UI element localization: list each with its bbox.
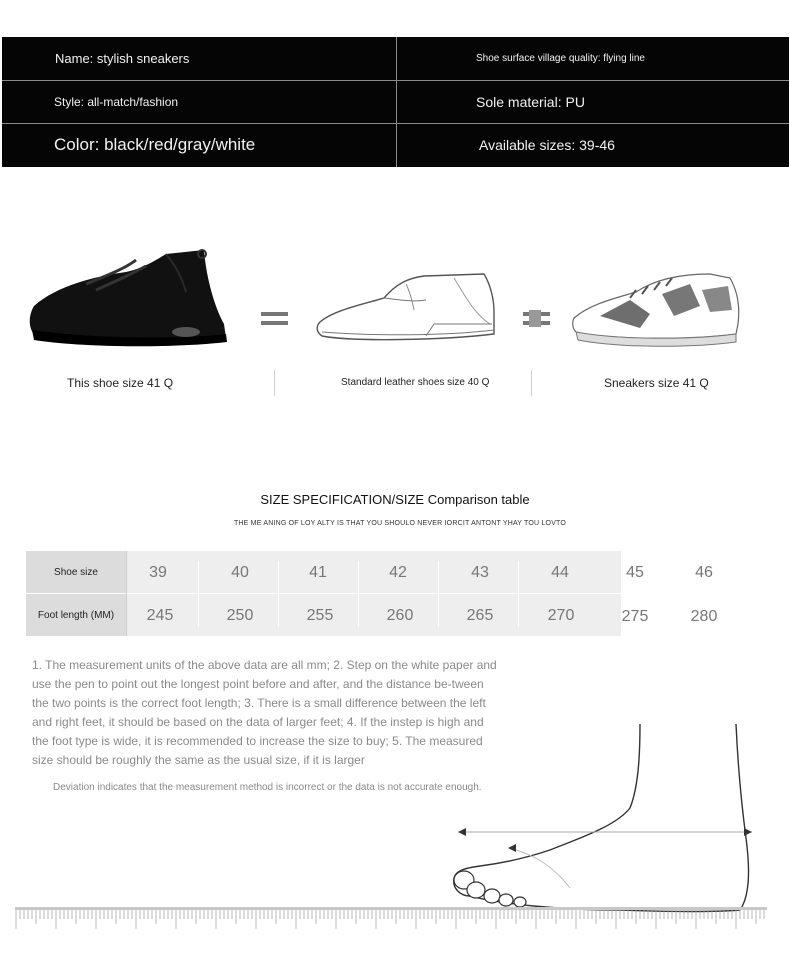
deviation-note: Deviation indicates that the measurement method is incorrect or the data is not accurate enough. [53,782,482,793]
foot-length-cell: 255 [306,607,334,624]
not-equal-icon [523,310,551,328]
size-table-title: SIZE SPECIFICATION/SIZE Comparison table [260,492,530,507]
column-divider [126,551,127,636]
sneakers-caption: Sneakers size 41 Q [604,376,709,390]
shoe-size-cell: 45 [626,564,644,581]
shoe-size-cell: 46 [695,564,713,581]
shoe-size-cell: 42 [389,564,407,581]
spec-style: Style: all-match/fashion [54,94,179,109]
column-divider [198,561,199,627]
shoe-size-cell: 40 [231,564,249,581]
column-divider [518,561,519,627]
foot-length-cell: 245 [146,607,174,624]
shoe-size-cell: 41 [309,564,327,581]
running-sneaker-image [570,270,742,350]
caption-divider [531,370,532,396]
foot-length-cell: 270 [547,607,575,624]
foot-length-cell: 265 [466,607,494,624]
foot-length-cell: 250 [226,607,254,624]
measurement-instructions: 1. The measurement units of the above data are all mm; 2. Step on the white paper and use the pen to point out the longest point before and after, and the distance be-tween the two points is the correct foot length; 3. There is a small difference between the left and right feet, it should be based on the data of larger feet; 4. If the instep is high and the foot type is wide, it is recommended to increase the size to buy; 5. The measured size should be roughly the same as the usual size, if it is larger [32,658,497,767]
leather-shoe-caption: Standard leather shoes size 40 Q [341,377,490,388]
product-spec-table [2,37,789,167]
column-divider [358,561,359,627]
column-divider [438,561,439,627]
sock-sneaker-image [26,246,232,350]
spec-sole: Sole material: PU [476,93,585,110]
foot-measurement-illustration [440,718,770,918]
caption-divider [274,370,275,396]
column-divider [278,561,279,627]
spec-surface: Shoe surface village quality: flying line [476,53,645,64]
shoe-size-cell: 39 [149,564,167,581]
foot-length-cell: 275 [621,608,649,625]
foot-length-row-label: Foot length (MM) [26,594,126,636]
equals-icon [261,310,289,328]
shoe-size-cell: 43 [471,564,489,581]
this-shoe-caption: This shoe size 41 Q [67,376,174,390]
leather-shoe-image [314,270,498,348]
spec-color: Color: black/red/gray/white [54,134,256,154]
size-table-subtitle: THE ME ANING OF LOY ALTY IS THAT YOU SHOULO NEVER IORCIT ANTONT YHAY TOU LOVTO [233,520,567,527]
spec-name: Name: stylish sneakers [55,51,190,66]
measuring-ruler [15,907,767,929]
foot-length-cell: 260 [386,607,414,624]
foot-length-cell: 280 [690,608,718,625]
spec-column-divider [396,37,397,167]
shoe-size-cell: 44 [551,564,569,581]
spec-sizes: Available sizes: 39-46 [479,136,615,153]
shoe-size-row-label: Shoe size [26,551,126,593]
